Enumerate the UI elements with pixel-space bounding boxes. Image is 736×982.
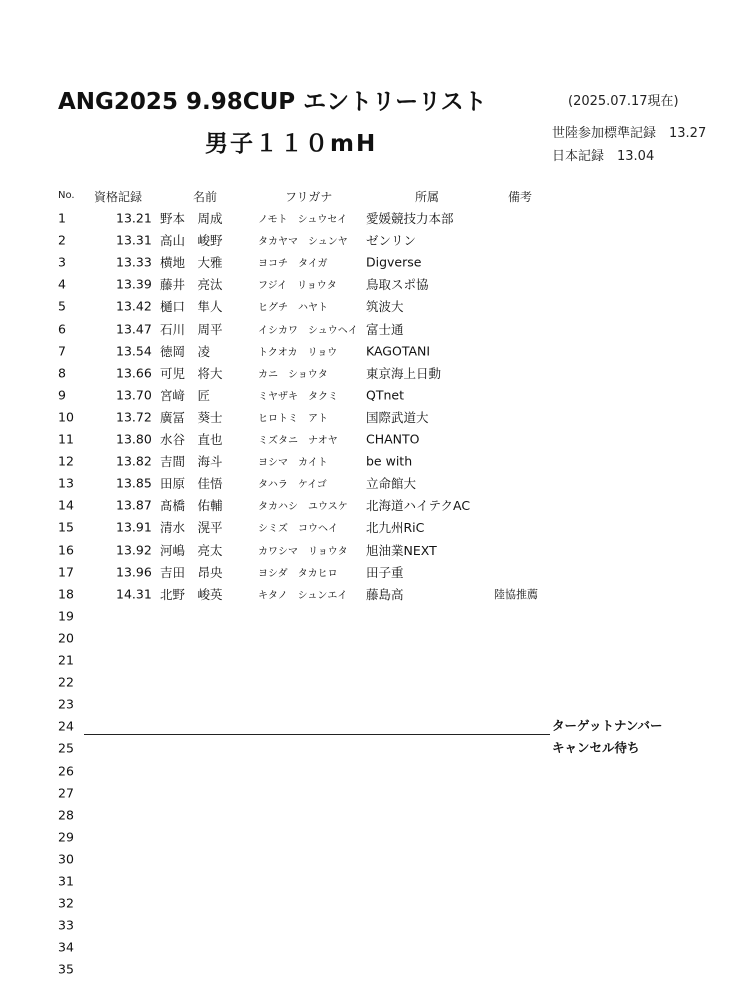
table-row <box>0 782 736 804</box>
table-row <box>0 539 736 561</box>
table-row <box>0 362 736 384</box>
row-affiliation: QTnet <box>366 387 404 403</box>
row-kana: カワシマ リョウタ <box>258 546 348 558</box>
row-name: 吉間 海斗 <box>160 454 223 470</box>
row-affiliation: 富士通 <box>366 321 404 337</box>
row-no: 7 <box>58 343 66 359</box>
row-affiliation: 藤島高 <box>366 586 404 602</box>
header-name: 名前 <box>193 190 218 204</box>
row-kana: ヨシマ カイト <box>258 457 328 469</box>
row-name: 樋口 隼人 <box>160 299 223 315</box>
table-row <box>0 936 736 958</box>
header-kana: フリガナ <box>285 190 333 204</box>
row-no: 3 <box>58 254 66 270</box>
table-row <box>0 649 736 671</box>
table-row <box>0 870 736 892</box>
row-no: 22 <box>58 674 74 690</box>
row-no: 13 <box>58 475 74 491</box>
row-affiliation: 愛媛競技力本部 <box>366 211 454 227</box>
row-name: 藤井 亮汰 <box>160 277 223 293</box>
row-record: 13.54 <box>116 343 152 359</box>
row-kana: ヨシダ タカヒロ <box>258 568 338 580</box>
row-no: 27 <box>58 785 74 801</box>
row-record: 13.96 <box>116 564 152 580</box>
row-no: 18 <box>58 586 74 602</box>
table-row <box>0 826 736 848</box>
row-no: 25 <box>58 740 74 756</box>
page-title: ANG2025 9.98CUP エントリーリスト <box>58 89 487 115</box>
row-no: 24 <box>58 718 74 734</box>
row-kana: ヒロトミ アト <box>258 413 328 425</box>
row-no: 28 <box>58 807 74 823</box>
row-name: 北野 峻英 <box>160 586 223 602</box>
row-no: 31 <box>58 873 74 889</box>
table-row <box>0 251 736 273</box>
row-no: 29 <box>58 829 74 845</box>
header-note: 備考 <box>508 190 533 204</box>
row-no: 35 <box>58 961 74 977</box>
row-affiliation: 立命館大 <box>366 476 417 492</box>
row-kana: ミヤザキ タクミ <box>258 391 338 403</box>
row-no: 33 <box>58 917 74 933</box>
row-affiliation: 田子重 <box>366 564 404 580</box>
row-name: 高山 峻野 <box>160 233 223 249</box>
table-row <box>0 561 736 583</box>
row-name: 廣冨 葵士 <box>160 409 223 425</box>
table-row <box>0 207 736 229</box>
row-record: 13.85 <box>116 475 152 491</box>
row-record: 13.66 <box>116 365 152 381</box>
row-name: 髙橋 佑輔 <box>160 498 223 514</box>
table-row <box>0 605 736 627</box>
row-no: 34 <box>58 939 74 955</box>
row-no: 16 <box>58 542 74 558</box>
row-affiliation: be with <box>366 453 413 469</box>
row-kana: ヒグチ ハヤト <box>258 302 328 314</box>
table-row <box>0 958 736 980</box>
row-name: 石川 周平 <box>160 321 223 337</box>
table-row <box>0 804 736 826</box>
table-row <box>0 295 736 317</box>
row-kana: フジイ リョウタ <box>258 280 337 292</box>
row-no: 9 <box>58 387 66 403</box>
row-no: 23 <box>58 696 74 712</box>
row-name: 宮﨑 匠 <box>160 387 211 403</box>
row-record: 13.72 <box>116 409 152 425</box>
table-row <box>0 914 736 936</box>
table-row <box>0 472 736 494</box>
table-row <box>0 693 736 715</box>
japan-record: 日本記録 13.04 <box>552 149 655 164</box>
row-name: 水谷 直也 <box>160 432 223 448</box>
row-no: 11 <box>58 431 74 447</box>
row-no: 5 <box>58 298 66 314</box>
row-affiliation: 国際武道大 <box>366 409 429 425</box>
row-affiliation: 旭油業NEXT <box>366 542 437 558</box>
row-kana: タカヤマ シュンヤ <box>258 236 348 248</box>
row-record: 13.21 <box>116 210 152 226</box>
row-no: 6 <box>58 321 66 337</box>
row-name: 徳岡 凌 <box>160 343 211 359</box>
row-record: 13.70 <box>116 387 152 403</box>
row-record: 13.91 <box>116 519 152 535</box>
table-row <box>0 516 736 538</box>
row-kana: カニ ショウタ <box>258 369 328 381</box>
row-no: 20 <box>58 630 74 646</box>
row-record: 13.87 <box>116 497 152 513</box>
table-row <box>0 671 736 693</box>
target-divider-line <box>84 734 550 735</box>
table-row <box>0 848 736 870</box>
row-record: 13.82 <box>116 453 152 469</box>
table-row <box>0 318 736 340</box>
row-note: 陸協推薦 <box>494 587 538 601</box>
row-affiliation: ゼンリン <box>366 233 417 249</box>
row-affiliation: 北九州RiC <box>366 520 425 536</box>
row-record: 14.31 <box>116 586 152 602</box>
row-no: 12 <box>58 453 74 469</box>
row-no: 2 <box>58 232 66 248</box>
row-no: 8 <box>58 365 66 381</box>
row-kana: タハラ ケイゴ <box>258 479 327 491</box>
row-name: 吉田 昂央 <box>160 564 223 580</box>
area-standard-record: 世陸参加標準記録 13.27 <box>552 126 707 141</box>
cancel-wait-label: キャンセル待ち <box>552 740 640 755</box>
row-no: 1 <box>58 210 66 226</box>
row-affiliation: 鳥取スポ協 <box>366 277 429 293</box>
table-row <box>0 229 736 251</box>
row-kana: ヨコチ タイガ <box>258 258 328 270</box>
row-name: 清水 滉平 <box>160 520 223 536</box>
row-name: 河嶋 亮太 <box>160 542 223 558</box>
row-no: 32 <box>58 895 74 911</box>
row-kana: キタノ シュンエイ <box>258 590 348 602</box>
row-name: 可児 将大 <box>160 365 223 381</box>
row-record: 13.92 <box>116 542 152 558</box>
row-no: 15 <box>58 519 74 535</box>
row-record: 13.42 <box>116 298 152 314</box>
table-row <box>0 627 736 649</box>
table-row <box>0 273 736 295</box>
row-no: 10 <box>58 409 74 425</box>
row-affiliation: 筑波大 <box>366 299 404 315</box>
target-number-label: ターゲットナンバー <box>552 718 663 733</box>
row-affiliation: 北海道ハイテクAC <box>366 498 471 514</box>
row-affiliation: CHANTO <box>366 431 420 447</box>
row-no: 26 <box>58 763 74 779</box>
row-kana: シミズ コウヘイ <box>258 523 338 535</box>
table-row <box>0 406 736 428</box>
row-kana: タカハシ ユウスケ <box>258 501 348 513</box>
row-kana: イシカワ シュウヘイ <box>258 325 358 337</box>
header-affiliation: 所属 <box>415 190 440 204</box>
row-name: 横地 大雅 <box>160 255 223 271</box>
event-title: 男子１１０mH <box>205 131 378 157</box>
row-record: 13.80 <box>116 431 152 447</box>
row-no: 17 <box>58 564 74 580</box>
row-affiliation: Digverse <box>366 254 422 270</box>
row-no: 14 <box>58 497 74 513</box>
table-row <box>0 892 736 914</box>
row-no: 19 <box>58 608 74 624</box>
row-kana: ミズタニ ナオヤ <box>258 435 338 447</box>
as-of-date: (2025.07.17現在) <box>568 94 679 109</box>
table-row <box>0 428 736 450</box>
row-record: 13.31 <box>116 232 152 248</box>
row-affiliation: 東京海上日動 <box>366 365 442 381</box>
row-no: 30 <box>58 851 74 867</box>
row-record: 13.39 <box>116 276 152 292</box>
row-record: 13.47 <box>116 321 152 337</box>
row-no: 4 <box>58 276 66 292</box>
table-row <box>0 340 736 362</box>
header-no: No. <box>58 190 75 201</box>
table-row <box>0 760 736 782</box>
row-no: 21 <box>58 652 74 668</box>
row-affiliation: KAGOTANI <box>366 343 431 359</box>
table-row <box>0 494 736 516</box>
row-name: 田原 佳悟 <box>160 476 223 492</box>
table-row <box>0 384 736 406</box>
row-kana: トクオカ リョウ <box>258 347 338 359</box>
row-name: 野本 周成 <box>160 211 223 227</box>
header-record: 資格記録 <box>94 190 143 204</box>
row-kana: ノモト シュウセイ <box>258 214 348 226</box>
table-row <box>0 450 736 472</box>
table-row <box>0 583 736 605</box>
row-record: 13.33 <box>116 254 152 270</box>
